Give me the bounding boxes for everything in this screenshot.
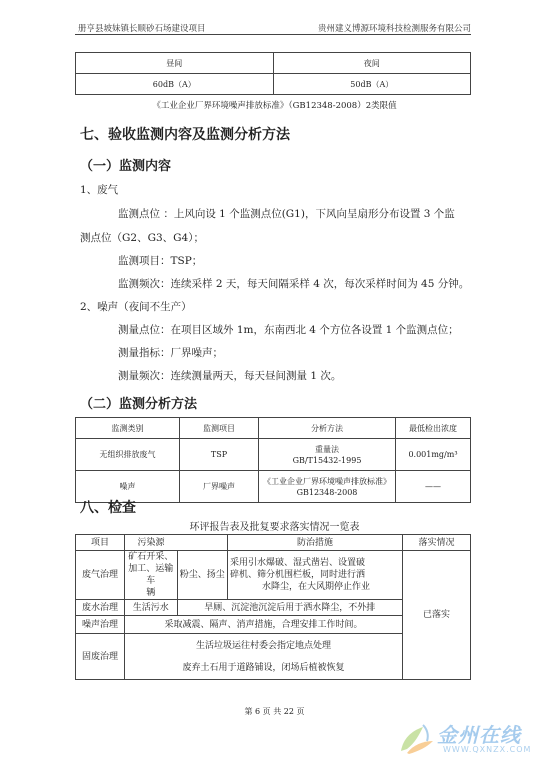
noise-value-day: 60dB（A）	[76, 74, 274, 95]
water-control-measure: 旱厕、沉淀池沉淀后用于洒水降尘，不外排	[177, 600, 403, 616]
noise-col-day: 昼间	[76, 53, 274, 74]
method-row2-method-std: GB12348-2008	[296, 487, 358, 497]
solid-control-measure	[125, 634, 403, 680]
gas-measure-line3: 水降尘，在大风期停止作业	[261, 582, 370, 592]
check-header-item: 项目	[76, 535, 125, 551]
noise-point: 测量点位：在项目区域外 1m，东南西北 4 个方位各设置 1 个监测点位；	[118, 324, 459, 336]
water-control-label: 废水治理	[76, 600, 125, 616]
water-control-source: 生活污水	[125, 600, 178, 616]
watermark-url: WWW.QXNZX.COM	[443, 745, 532, 754]
method-row1-category: 无组织排放废气	[76, 439, 180, 471]
noise-control-measure: 采取减震、隔声、消声措施，合理安排工作时间。	[125, 616, 403, 634]
solid-measure-line1: 生活垃圾运往村委会指定地点处理	[195, 640, 331, 651]
gas-source-line3: 辆	[146, 588, 156, 598]
method-row1-method-name: 重量法	[315, 444, 339, 454]
gas-measure-line1: 采用引水爆破、湿式凿岩、设置破	[230, 558, 366, 568]
method-header-item: 监测项目	[180, 418, 259, 439]
check-table	[75, 534, 471, 680]
method-header-limit: 最低检出浓度	[396, 418, 471, 439]
header-project-name: 册亨县坡妹镇长顺砂石场建设项目	[78, 24, 206, 34]
watermark-text: 金州在线	[437, 723, 521, 747]
method-row2-category: 噪声	[76, 471, 180, 503]
check-header-measure: 防治措施	[228, 535, 403, 551]
noise-limit-table	[75, 52, 471, 95]
section-7-1-title: （一）监测内容	[80, 159, 172, 174]
method-header-method: 分析方法	[259, 418, 396, 439]
section-8-title: 八、检查	[80, 500, 136, 516]
gas-control-label: 废气治理	[76, 551, 125, 600]
noise-value-night: 50dB（A）	[273, 74, 471, 95]
gas-control-source	[125, 551, 178, 600]
check-header-source: 污染源	[125, 535, 178, 551]
gas-point-line2: 测点位（G2、G3、G4）；	[80, 232, 204, 244]
gas-item: 监测项目：TSP；	[118, 255, 203, 267]
gas-heading: 1、废气	[80, 184, 119, 196]
method-row1-item: TSP	[180, 439, 259, 471]
method-row1-method	[259, 439, 396, 471]
noise-standard-note: 《工业企业厂界环境噪声排放标准》（GB12348-2008）2类限值	[152, 101, 397, 111]
gas-control-measure	[228, 551, 403, 600]
method-row2-item: 厂界噪声	[180, 471, 259, 503]
method-row2-limit: ——	[396, 471, 471, 503]
solid-measure-line2: 废弃土石用于道路铺设，闭场后植被恢复	[182, 662, 345, 673]
method-row2-method	[259, 471, 396, 503]
check-header-source-blank	[177, 535, 228, 551]
gas-source-line1: 矿石开采、	[128, 552, 174, 562]
check-status: 已落实	[403, 551, 471, 680]
noise-col-night: 夜间	[273, 53, 471, 74]
gas-source-line2: 加工、运输车	[128, 564, 174, 586]
noise-control-label: 噪声治理	[76, 616, 125, 634]
gas-frequency: 监测频次：连续采样 2 天，每天间隔采样 4 次，每次采样时间为 45 分钟。	[118, 278, 470, 290]
method-header-category: 监测类别	[76, 418, 180, 439]
method-row1-method-std: GB/T15432-1995	[292, 455, 362, 465]
noise-frequency: 测量频次：连续测量两天，每天昼间测量 1 次。	[118, 370, 342, 382]
method-row2-method-name: 《工业企业厂界环境噪声排放标准》	[263, 476, 391, 486]
check-header-status: 落实情况	[403, 535, 471, 551]
gas-measure-line2: 碎机、筛分机围栏板，同时进行洒	[230, 570, 366, 580]
gas-control-pollutant: 粉尘、扬尘	[177, 551, 228, 600]
method-row1-limit: 0.001mg/m³	[396, 439, 471, 471]
header-rule	[75, 34, 471, 35]
method-table	[75, 417, 471, 503]
check-table-title: 环评报告表及批复要求落实情况一览表	[189, 522, 360, 533]
noise-item: 测量指标：厂界噪声；	[118, 347, 223, 359]
page-number: 第 6 页 共 22 页	[244, 707, 305, 716]
noise-heading: 2、噪声（夜间不生产）	[80, 301, 192, 313]
header-company-name: 贵州建义博源环境科技检测服务有限公司	[317, 24, 471, 34]
solid-control-label: 固废治理	[76, 634, 125, 680]
section-7-title: 七、验收监测内容及监测分析方法	[80, 127, 290, 143]
watermark-logo	[393, 715, 543, 759]
gas-point-line1: 监测点位 ：上风向设 1 个监测点位(G1)，下风向呈扇形分布设置 3 个监	[118, 208, 455, 220]
section-7-2-title: （二）监测分析方法	[80, 397, 198, 412]
